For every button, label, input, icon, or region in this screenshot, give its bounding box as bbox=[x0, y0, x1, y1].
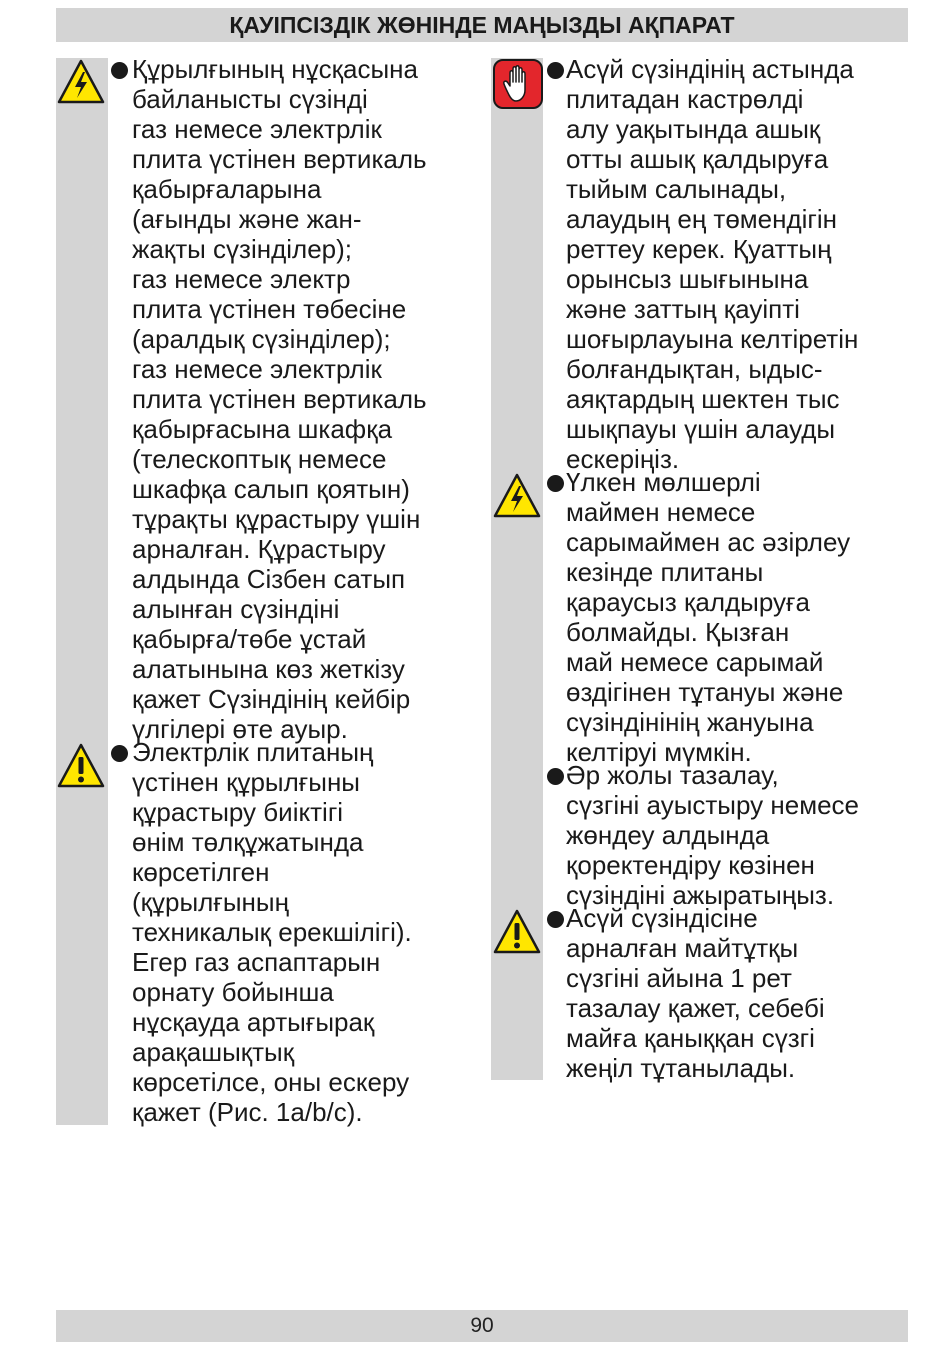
text-line: реттеу керек. Қуаттың bbox=[566, 234, 832, 264]
bullet-dot bbox=[547, 475, 564, 492]
bullet-dot bbox=[111, 62, 128, 79]
text-line: Үлкен мөлшерлі bbox=[566, 467, 761, 497]
text-line: құрастыру биіктігі bbox=[132, 797, 344, 827]
text-line: Асүй сүзіндісіне bbox=[566, 903, 758, 933]
text-line: сүзіндінінің жануына bbox=[566, 707, 814, 737]
text-line: қажет (Рис. 1a/b/c). bbox=[132, 1097, 363, 1127]
text-line: орынсыз шығынына bbox=[566, 264, 809, 294]
text-line: тұрақты құрастыру үшін bbox=[132, 504, 421, 534]
page-title: ҚАУІПСІЗДІК ЖӨНІНДЕ МАҢЫЗДЫ АҚПАРАТ bbox=[56, 8, 908, 42]
left-item-1-text bbox=[132, 54, 427, 744]
text-line: кезінде плитаны bbox=[566, 557, 764, 587]
text-line: майға қаныққан сүзгі bbox=[566, 1023, 815, 1053]
text-line: қоректендіру көзінен bbox=[566, 850, 815, 880]
bullet-dot bbox=[111, 745, 128, 762]
text-line: алатынына көз жеткізу bbox=[132, 654, 405, 684]
text-line: өнім төлқұжатында bbox=[132, 827, 364, 857]
text-line: келтіруі мүмкін. bbox=[566, 737, 752, 767]
text-line: жөндеу алдында bbox=[566, 820, 770, 850]
text-line: арналған майтұтқы bbox=[566, 933, 799, 963]
text-line: сүзіндіні ажыратыңыз. bbox=[566, 880, 835, 910]
text-line: тазалау қажет, себебі bbox=[566, 993, 825, 1023]
text-line: шоғырлауына келтіретін bbox=[566, 324, 859, 354]
text-line: және заттың қауіпті bbox=[566, 294, 800, 324]
text-line: алу уақытында ашық bbox=[566, 114, 821, 144]
text-line: плита үстінен вертикаль bbox=[132, 144, 427, 174]
text-line: алдында Сізбен сатып bbox=[132, 564, 406, 594]
text-line: жеңіл тұтанылады. bbox=[566, 1053, 796, 1083]
text-line: (аралдық сүзінділер); bbox=[132, 324, 391, 354]
right-item-1-text bbox=[566, 54, 858, 474]
text-line: көрсетілсе, оны ескеру bbox=[132, 1067, 410, 1097]
text-line: байланысты сүзінді bbox=[132, 84, 368, 114]
text-line: үстінен құрылғыны bbox=[132, 767, 360, 797]
bullet-dot bbox=[547, 62, 564, 79]
electric-hazard-icon bbox=[492, 472, 542, 520]
text-line: Құрылғының нұсқасына bbox=[132, 54, 418, 84]
text-line: болмайды. Қызған bbox=[566, 617, 790, 647]
text-line: плита үстінен вертикаль bbox=[132, 384, 427, 414]
text-line: болғандықтан, ыдыс- bbox=[566, 354, 823, 384]
text-line: газ немесе электрлік bbox=[132, 354, 382, 384]
left-item-2-text bbox=[132, 737, 412, 1127]
text-line: сарымаймен ас әзірлеу bbox=[566, 527, 851, 557]
bullet-dot bbox=[547, 911, 564, 928]
text-line: жақты сүзінділер); bbox=[132, 234, 353, 264]
text-line: плитадан кастрөлді bbox=[566, 84, 804, 114]
text-line: қабырғасына шкафқа bbox=[132, 414, 393, 444]
warning-exclamation-icon bbox=[56, 742, 106, 790]
text-line: Электрлік плитаның bbox=[132, 737, 374, 767]
text-line: үлгілері өте ауыр. bbox=[132, 714, 348, 744]
left-side-bar bbox=[56, 58, 108, 1125]
text-line: (телескоптық немесе bbox=[132, 444, 387, 474]
text-line: қараусыз қалдыруға bbox=[566, 587, 810, 617]
text-line: Егер газ аспаптарын bbox=[132, 947, 381, 977]
text-line: арақашықтық bbox=[132, 1037, 295, 1067]
text-line: алаудың ең төмендігін bbox=[566, 204, 838, 234]
text-line: сүзгіні айына 1 рет bbox=[566, 963, 792, 993]
text-line: плита үстінен төбесіне bbox=[132, 294, 407, 324]
text-line: аяқтардың шектен тыс bbox=[566, 384, 840, 414]
text-line: (құрылғының bbox=[132, 887, 289, 917]
text-line: қажет Сүзіндінің кейбір bbox=[132, 684, 411, 714]
text-line: (ағынды және жан- bbox=[132, 204, 362, 234]
text-line: нұсқауда артығырақ bbox=[132, 1007, 375, 1037]
warning-exclamation-icon bbox=[492, 908, 542, 956]
text-line: тыйым салынады, bbox=[566, 174, 787, 204]
electric-hazard-icon bbox=[56, 58, 106, 106]
page-number: 90 bbox=[56, 1310, 908, 1342]
text-line: көрсетілген bbox=[132, 857, 270, 887]
text-line: алынған сүзіндіні bbox=[132, 594, 340, 624]
right-item-3-text bbox=[566, 760, 859, 910]
text-line: өздігінен тұтануы және bbox=[566, 677, 844, 707]
text-line: газ немесе электр bbox=[132, 264, 351, 294]
text-line: отты ашық қалдыруға bbox=[566, 144, 829, 174]
text-line: ескеріңіз. bbox=[566, 444, 680, 474]
right-item-2-text bbox=[566, 467, 850, 767]
text-line: газ немесе электрлік bbox=[132, 114, 382, 144]
text-line: май немесе сарымай bbox=[566, 647, 824, 677]
bullet-dot bbox=[547, 768, 564, 785]
text-line: орнату бойынша bbox=[132, 977, 334, 1007]
right-item-4-text bbox=[566, 903, 825, 1083]
text-line: арналған. Құрастыру bbox=[132, 534, 386, 564]
text-line: сүзгіні ауыстыру немесе bbox=[566, 790, 859, 820]
text-line: қабырға/төбе ұстай bbox=[132, 624, 367, 654]
text-line: маймен немесе bbox=[566, 497, 756, 527]
text-line: Асүй сүзіндінің астында bbox=[566, 54, 854, 84]
text-line: қабырғаларына bbox=[132, 174, 322, 204]
stop-hand-icon bbox=[492, 58, 544, 110]
text-line: шкафқа салып қоятын) bbox=[132, 474, 410, 504]
text-line: техникалық ерекшілігі). bbox=[132, 917, 412, 947]
text-line: шықпауы үшін алауды bbox=[566, 414, 836, 444]
text-line: Әр жолы тазалау, bbox=[566, 760, 779, 790]
